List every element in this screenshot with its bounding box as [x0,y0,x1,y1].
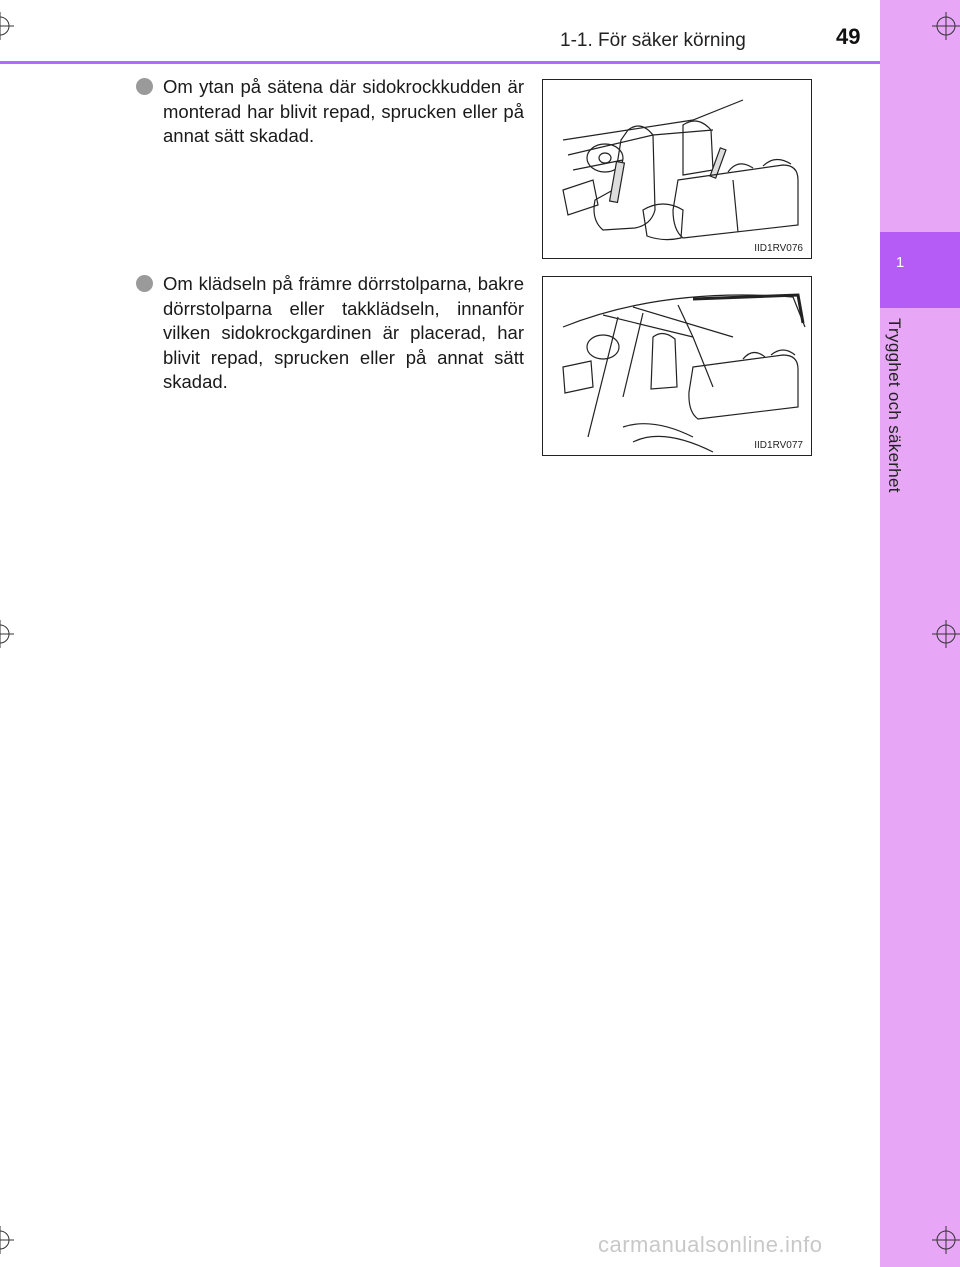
header-divider [0,61,880,64]
item-text: Om klädseln på främre dörrstolparna, bakre dörrstolparna eller takklädseln, innanför vilken sidokrockgardinen är placerad, har blivit repad, sprucken eller på annat sätt skadad. [163,273,524,392]
crop-mark-icon [932,620,960,648]
curtain-airbag-illustration-icon [543,277,812,456]
crop-mark-icon [932,1226,960,1254]
bullet-icon [136,78,153,95]
figure-seat-airbag [542,79,812,259]
crop-mark-icon [0,620,14,648]
chapter-number: 1 [895,254,905,271]
bullet-icon [136,275,153,292]
crop-mark-icon [0,1226,14,1254]
item-text: Om ytan på sätena där sidokrockkudden är monterad har blivit repad, sprucken eller på annat sätt skadad. [163,76,524,146]
page-number: 49 [836,24,861,49]
figure-code: IID1RV076 [754,243,803,254]
figure-curtain-airbag [542,276,812,456]
list-item [138,75,524,149]
crop-mark-icon [0,12,14,40]
figure-code: IID1RV077 [754,440,803,451]
section-title: 1-1. För säker körning [560,30,746,51]
crop-mark-icon [932,12,960,40]
chapter-title: Trygghet och säkerhet [885,318,904,493]
list-item [138,272,524,395]
seat-side-airbag-illustration-icon [543,80,812,259]
watermark: carmanualsonline.info [598,1232,823,1257]
